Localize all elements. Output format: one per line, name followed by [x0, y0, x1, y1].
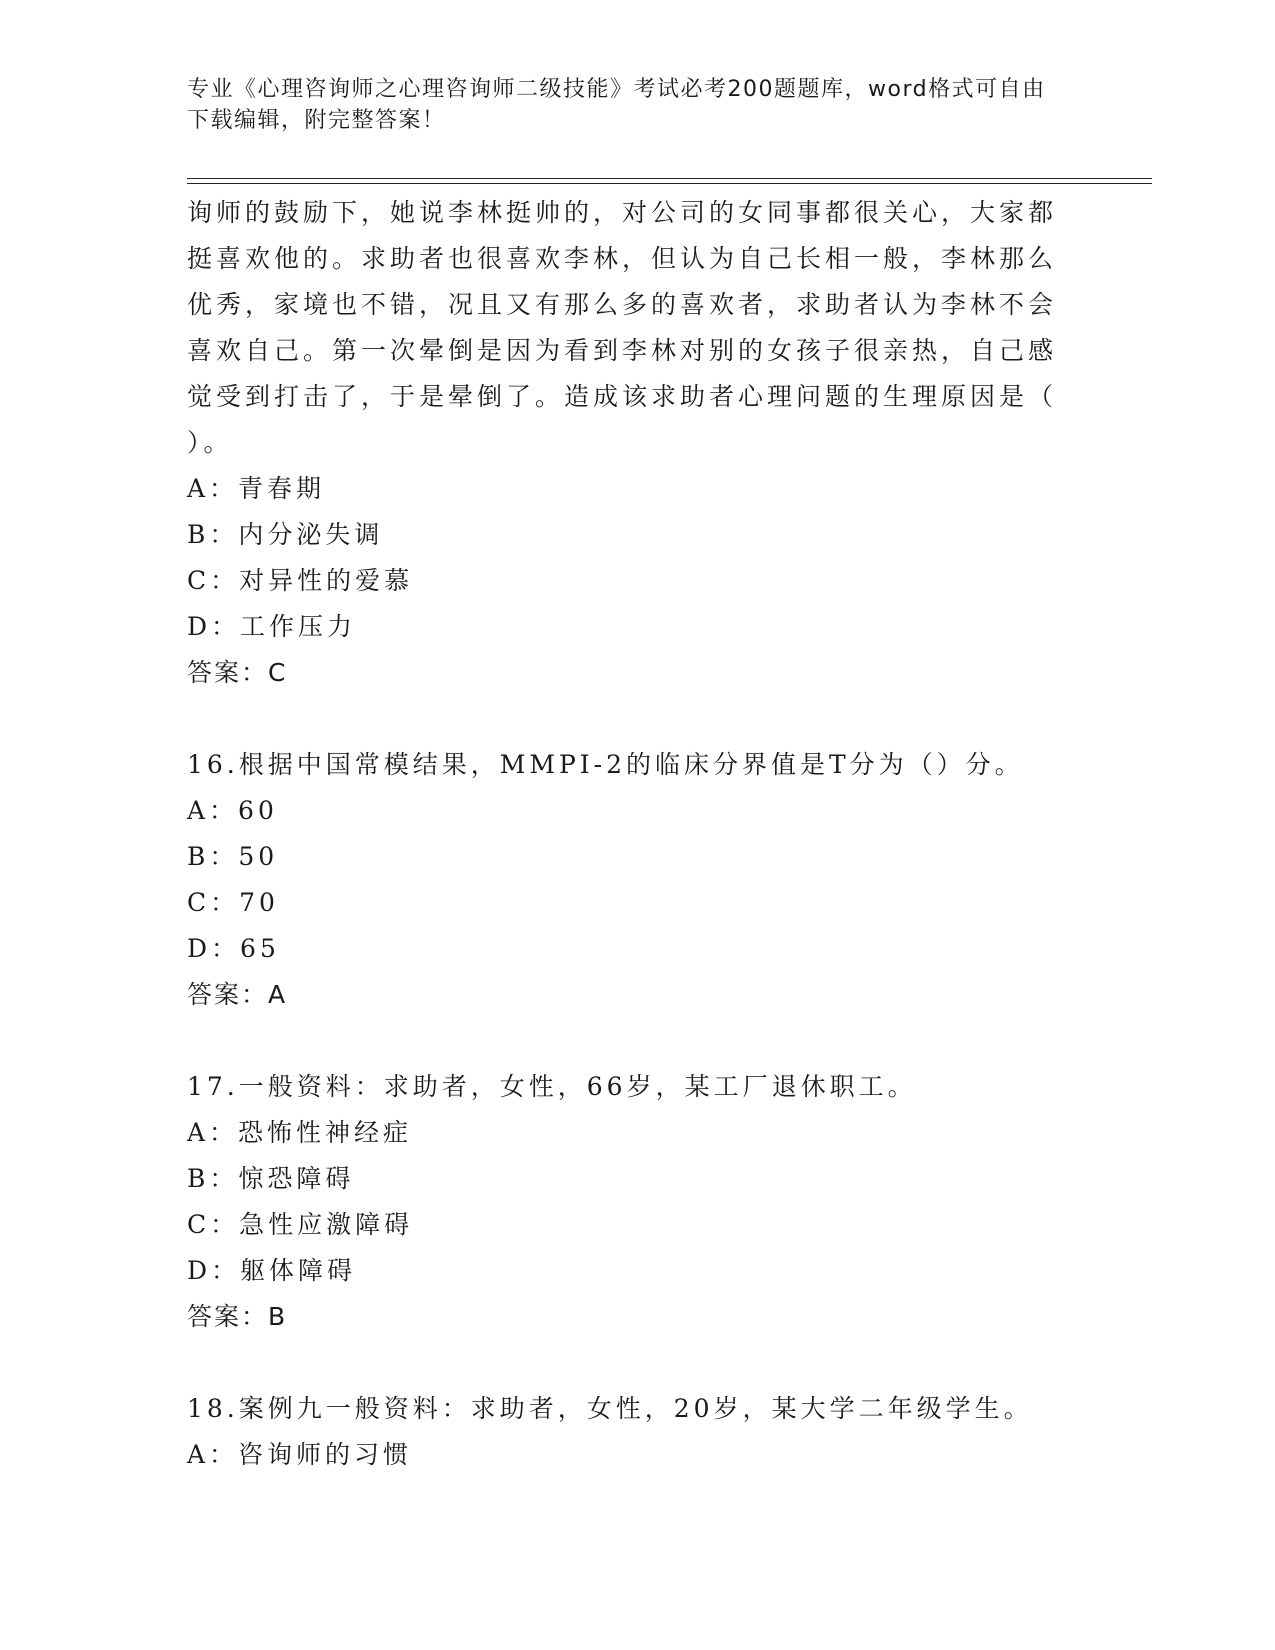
- question-15-continuation: [187, 190, 1067, 696]
- question-stem: 17.一般资料：求助者，女性，66岁，某工厂退休职工。: [187, 1072, 917, 1101]
- answer-line: 答案：A: [187, 980, 288, 1009]
- answer-line: 答案：B: [187, 1302, 288, 1331]
- stem-line: 觉受到打击了，于是晕倒了。造成该求助者心理问题的生理原因是（: [187, 382, 1058, 411]
- option-d: D：躯体障碍: [187, 1256, 357, 1285]
- option-b: B：内分泌失调: [187, 520, 384, 549]
- header-title: 专业《心理咨询师之心理咨询师二级技能》考试必考200题题库，word格式可自由下载编辑，附完整答案！: [187, 77, 1046, 133]
- option-a: A：青春期: [187, 474, 326, 503]
- option-b: B：50: [187, 842, 279, 871]
- document-header: [187, 74, 1067, 136]
- question-stem: 16.根据中国常模结果，MMPI-2的临床分界值是T分为（）分。: [187, 750, 1024, 779]
- option-c: C：急性应激障碍: [187, 1210, 414, 1239]
- question-16: [187, 742, 1067, 1018]
- option-a: A：60: [187, 796, 278, 825]
- question-17: [187, 1064, 1067, 1340]
- option-b: B：惊恐障碍: [187, 1164, 355, 1193]
- stem-line: 优秀，家境也不错，况且又有那么多的喜欢者，求助者认为李林不会: [187, 290, 1058, 319]
- option-c: C：对异性的爱慕: [187, 566, 414, 595]
- document-body: [187, 190, 1067, 1478]
- option-a: A：咨询师的习惯: [187, 1440, 413, 1469]
- stem-line: 挺喜欢他的。求助者也很喜欢李林，但认为自己长相一般，李林那么: [187, 244, 1058, 273]
- stem-line: 询师的鼓励下，她说李林挺帅的，对公司的女同事都很关心，大家都: [187, 198, 1058, 227]
- option-c: C：70: [187, 888, 279, 917]
- answer-line: 答案：C: [187, 658, 288, 687]
- stem-line: ）。: [187, 428, 233, 457]
- option-d: D：工作压力: [187, 612, 357, 641]
- header-divider-top: [187, 178, 1152, 179]
- option-d: D：65: [187, 934, 280, 963]
- header-divider-bottom: [187, 183, 1152, 184]
- option-a: A：恐怖性神经症: [187, 1118, 413, 1147]
- stem-line: 喜欢自己。第一次晕倒是因为看到李林对别的女孩子很亲热，自己感: [187, 336, 1058, 365]
- question-stem: 18.案例九一般资料：求助者，女性，20岁，某大学二年级学生。: [187, 1394, 1033, 1423]
- question-18: [187, 1386, 1067, 1478]
